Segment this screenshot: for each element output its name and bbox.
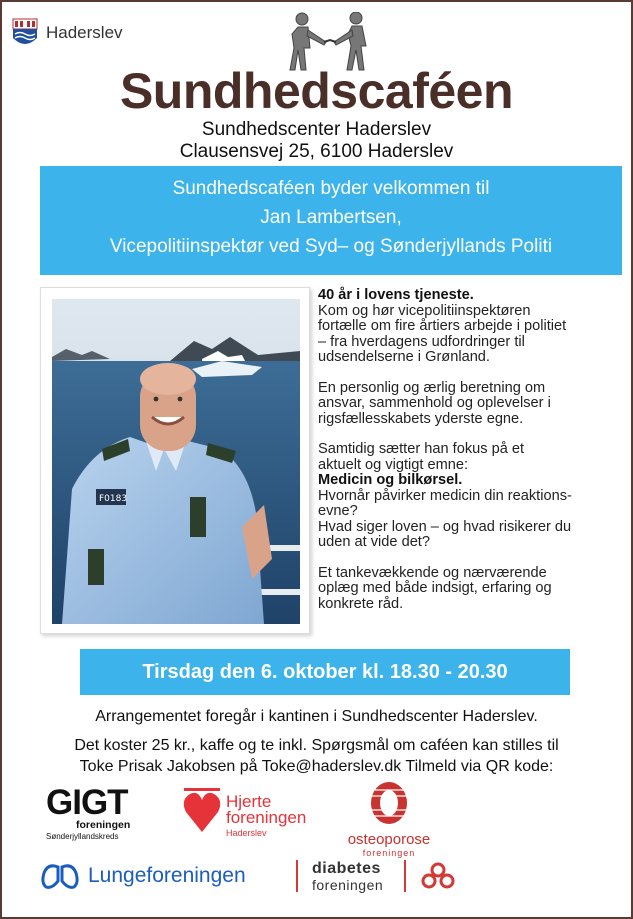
osteo-logo-sub: foreningen: [362, 848, 416, 858]
text-line: udsendelserne i Grønland.: [318, 349, 490, 365]
description-topic: Medicin og bilkørsel.: [318, 472, 463, 488]
lunge-logo-text: Lungeforeningen: [88, 864, 246, 887]
hjerteforeningen-logo: [182, 788, 306, 838]
location-info: Arrangementet foregår i kantinen i Sundhedscenter Haderslev.: [95, 708, 538, 725]
description-paragraph-3: [318, 442, 630, 473]
banner-speaker-title: Vicepolitiinspektør ved Syd– og Sønderjyllands Politi: [109, 236, 553, 257]
description-paragraph-5: [318, 566, 630, 613]
text-line: rigsfællesskabets yderste egne.: [318, 410, 524, 427]
page-title: Sundhedscaféen: [119, 63, 514, 119]
text-line: Hvornår påvirker medicin din reaktions-: [318, 487, 572, 504]
osteo-logo-name: osteoporose: [347, 831, 431, 848]
photo-badge-text: F0183: [99, 494, 128, 504]
gigt-logo: [46, 783, 131, 842]
hjerte-logo-line2: foreningen: [226, 808, 307, 827]
banner-speaker-name: Jan Lambertsen,: [260, 207, 402, 228]
text-line: konkrete råd.: [318, 595, 404, 612]
price-contact-info: [0, 735, 633, 777]
sponsor-logos: [0, 780, 633, 910]
text-line: evne?: [318, 503, 358, 519]
text-line: oplæg med både indsigt, erfaring og: [318, 580, 552, 596]
gigt-logo-sub: foreningen: [76, 819, 131, 831]
text-line: aktuelt og vigtigt emne:: [318, 456, 469, 473]
text-line: Samtidig sætter han fokus på et: [318, 441, 525, 457]
description-paragraph-2: [318, 381, 630, 428]
event-date: Tirsdag den 6. oktober kl. 18.30 - 20.30: [80, 649, 570, 695]
event-description: [318, 288, 630, 612]
diab-logo-line2: foreningen: [312, 877, 384, 893]
diabetes-drops-icon: [418, 862, 458, 890]
gigt-logo-text: GIGT: [46, 783, 128, 822]
speaker-banner: [40, 166, 622, 275]
haderslev-crest-icon: [12, 18, 38, 48]
text-line: uden at vide det?: [318, 534, 430, 550]
osteoporose-logo: [344, 780, 434, 858]
text-line: fortælle om fire årtiers arbejde i politiet: [318, 318, 567, 334]
description-paragraph-1: [318, 304, 630, 366]
description-paragraph-4: [318, 489, 630, 551]
text-line: Et tankevækkende og nærværende: [318, 564, 547, 581]
gigt-logo-region: Sønderjyllandskreds: [46, 832, 119, 841]
brand-name: Haderslev: [46, 23, 123, 42]
diabetesforeningen-logo: [312, 860, 383, 894]
speaker-photo: [40, 287, 310, 634]
logo-divider: [404, 860, 406, 892]
heart-icon: [182, 788, 222, 836]
haderslev-brand: [12, 18, 123, 48]
osteoporose-mark-icon: [369, 780, 409, 826]
hjerte-logo-sub: Haderslev: [226, 828, 267, 838]
text-line: – fra hverdagens udfordringer til: [318, 333, 525, 350]
lungeforeningen-logo: [40, 863, 246, 889]
text-line: Kom og hør vicepolitiinspektøren: [318, 302, 531, 319]
text-line: Toke Prisak Jakobsen på Toke@haderslev.dk Tilmeld via QR kode:: [79, 758, 554, 775]
diab-logo-line1: diabetes: [312, 860, 381, 877]
speaker-portrait-image: [52, 299, 300, 624]
text-line: ansvar, sammenhold og oplevelser i: [318, 395, 551, 411]
text-line: Det koster 25 kr., kaffe og te inkl. Spørgsmål om caféen kan stilles til: [74, 737, 559, 754]
text-line: Hvad siger loven – og hvad risikerer du: [318, 518, 572, 535]
description-heading: 40 år i lovens tjeneste.: [318, 287, 474, 303]
hjerte-logo-line1: Hjerte: [226, 792, 272, 811]
venue-name: Sundhedscenter Haderslev: [201, 119, 432, 140]
logo-divider: [296, 860, 298, 892]
venue-address: Clausensvej 25, 6100 Haderslev: [179, 141, 454, 162]
text-line: En personlig og ærlig beretning om: [318, 379, 546, 396]
banner-welcome: Sundhedscaféen byder velkommen til: [172, 178, 490, 199]
lung-icon: [40, 863, 80, 889]
